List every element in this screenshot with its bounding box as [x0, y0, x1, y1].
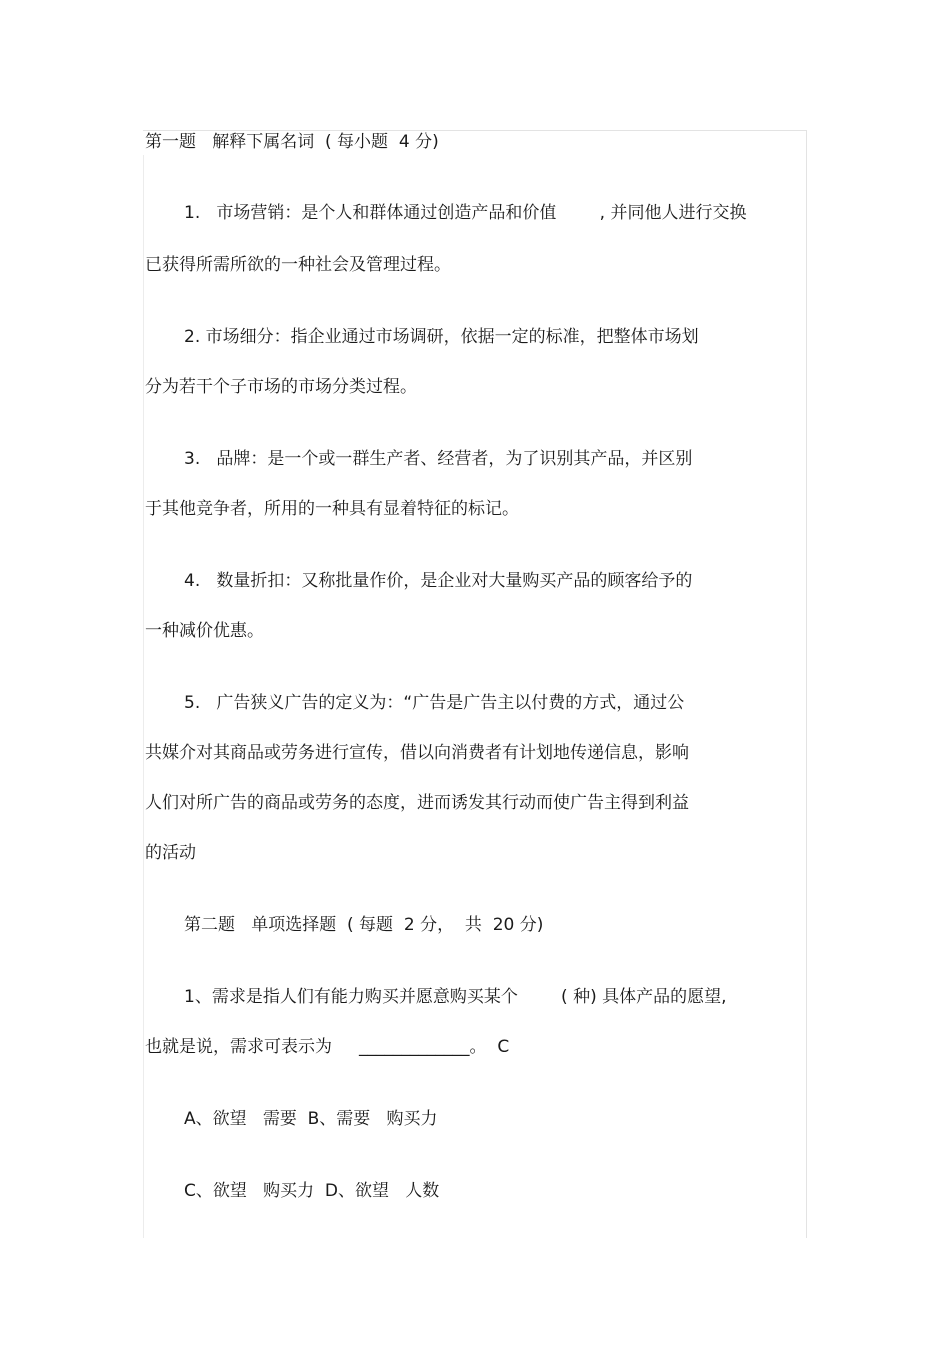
- term5-line4: 的活动: [145, 843, 196, 863]
- page-frame-right-border: [806, 130, 807, 1238]
- term5-line3: 人们对所广告的商品或劳务的态度，进而诱发其行动而使广告主得到利益: [145, 793, 689, 813]
- term2-line2: 分为若干个子市场的市场分类过程。: [145, 377, 417, 397]
- page-frame-left-border: [143, 155, 144, 1238]
- question1-line1: 1、需求是指人们有能力购买并愿意购买某个 ( 种) 具体产品的愿望,: [184, 987, 727, 1007]
- term5-line1: 5. 广告狭义广告的定义为：“广告是广告主以付费的方式，通过公: [184, 693, 685, 713]
- term1-line2: 已获得所需所欲的一种社会及管理过程。: [145, 255, 451, 275]
- term3-line1: 3. 品牌：是一个或一群生产者、经营者，为了识别其产品，并区别: [184, 449, 693, 469]
- question1-options-ab: A、欲望 需要 B、需要 购买力: [184, 1109, 438, 1129]
- term1-line1: 1. 市场营销：是个人和群体通过创造产品和价值 , 并同他人进行交换: [184, 203, 747, 223]
- term4-line1: 4. 数量折扣：又称批量作价，是企业对大量购买产品的顾客给予的: [184, 571, 693, 591]
- term2-line1: 2. 市场细分：指企业通过市场调研，依据一定的标准，把整体市场划: [184, 327, 699, 347]
- section1-title: 第一题 解释下属名词 ( 每小题 4 分): [145, 132, 439, 152]
- section2-title: 第二题 单项选择题 ( 每题 2 分， 共 20 分): [184, 915, 544, 935]
- term3-line2: 于其他竞争者，所用的一种具有显着特征的标记。: [145, 499, 519, 519]
- question1-options-cd: C、欲望 购买力 D、欲望 人数: [184, 1181, 440, 1201]
- question1-line2: 也就是说，需求可表示为 _____________。 C: [145, 1037, 510, 1057]
- term4-line2: 一种减价优惠。: [145, 621, 264, 641]
- term5-line2: 共媒介对其商品或劳务进行宣传，借以向消费者有计划地传递信息，影响: [145, 743, 689, 763]
